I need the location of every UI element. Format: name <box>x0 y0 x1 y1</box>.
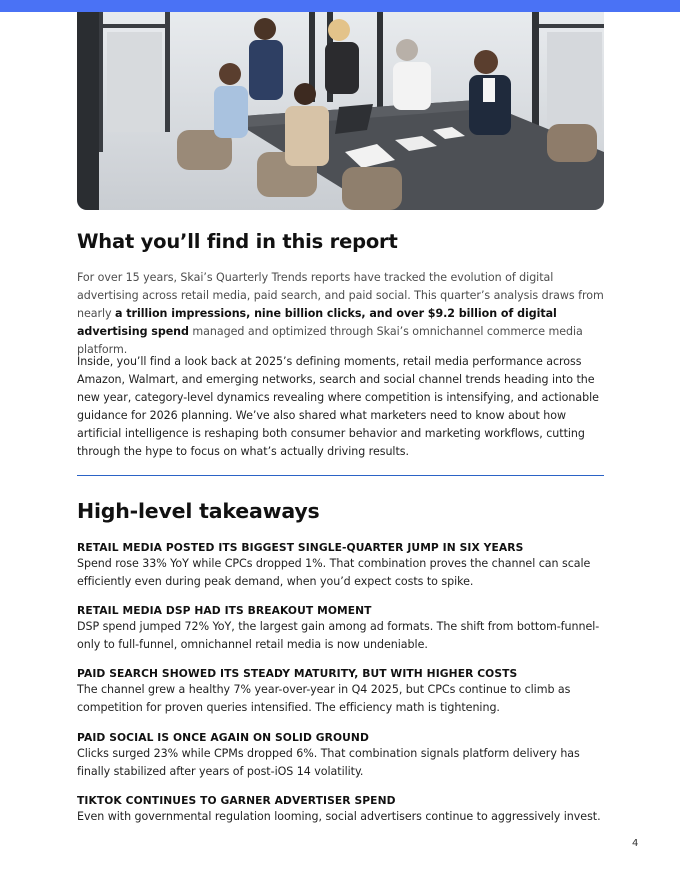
takeaway-item <box>77 730 607 781</box>
takeaway-body: Even with governmental regulation looming, social advertisers continue to aggressively invest. <box>77 810 601 823</box>
takeaway-body: Clicks surged 23% while CPMs dropped 6%. That combination signals platform delivery has finally stabilized after years of post-iOS 14 volatility. <box>77 747 580 778</box>
intro-text-highlight: a trillion impressions, nine billion clicks, and over $9.2 billion of digital advertising spend <box>77 307 557 339</box>
takeaway-item <box>77 793 607 826</box>
takeaway-title: RETAIL MEDIA DSP HAD ITS BREAKOUT MOMENT <box>77 604 372 617</box>
section-divider <box>77 475 604 476</box>
takeaway-body: DSP spend jumped 72% YoY, the largest gain among ad formats. The shift from bottom-funnel-only to full-funnel, omnichannel retail media is now undeniable. <box>77 620 600 651</box>
section-title-takeaways: High-level takeaways <box>77 499 320 523</box>
takeaway-item <box>77 540 607 591</box>
intro-paragraph-2: Inside, you’ll find a look back at 2025’s defining moments, retail media performance across Amazon, Walmart, and emerging networks, search and social channel trends heading into the new year, category-level dynamics revealing where competition is intensifying, and actionable guidance for 2026 planning. We’ve also shared what marketers need to know about how artificial intelligence is reshaping both consumer behavior and marketing workflows, cutting through the hype to focus on what’s actually driving results. <box>77 355 599 459</box>
intro-paragraph-1 <box>77 269 607 359</box>
page-number: 4 <box>632 838 639 849</box>
top-accent-bar <box>0 0 680 12</box>
takeaway-body: The channel grew a healthy 7% year-over-year in Q4 2025, but CPCs continue to climb as competition for proven queries intensified. The efficiency math is tightening. <box>77 683 571 714</box>
hero-image <box>77 12 604 210</box>
intro-text-start: For over 15 years, Skai’s Quarterly Trends reports have tracked the evolution of digital advertising across retail media, paid search, and paid social. This quarter’s analysis draws from nearly <box>77 271 604 321</box>
takeaway-item <box>77 603 607 654</box>
meeting-photo-illustration <box>77 12 604 210</box>
section-title-report-contents: What you’ll find in this report <box>77 230 398 253</box>
intro-text-end: managed and optimized through Skai’s omnichannel commerce media platform. <box>77 325 583 357</box>
takeaway-item <box>77 666 607 717</box>
takeaway-body: Spend rose 33% YoY while CPCs dropped 1%. That combination proves the channel can scale efficiently even during peak demand, when you’d expect costs to spike. <box>77 557 591 588</box>
takeaway-title: RETAIL MEDIA POSTED ITS BIGGEST SINGLE-QUARTER JUMP IN SIX YEARS <box>77 541 524 554</box>
takeaway-title: TIKTOK CONTINUES TO GARNER ADVERTISER SPEND <box>77 794 396 807</box>
takeaway-title: PAID SOCIAL IS ONCE AGAIN ON SOLID GROUND <box>77 731 369 744</box>
takeaway-title: PAID SEARCH SHOWED ITS STEADY MATURITY, BUT WITH HIGHER COSTS <box>77 667 518 680</box>
